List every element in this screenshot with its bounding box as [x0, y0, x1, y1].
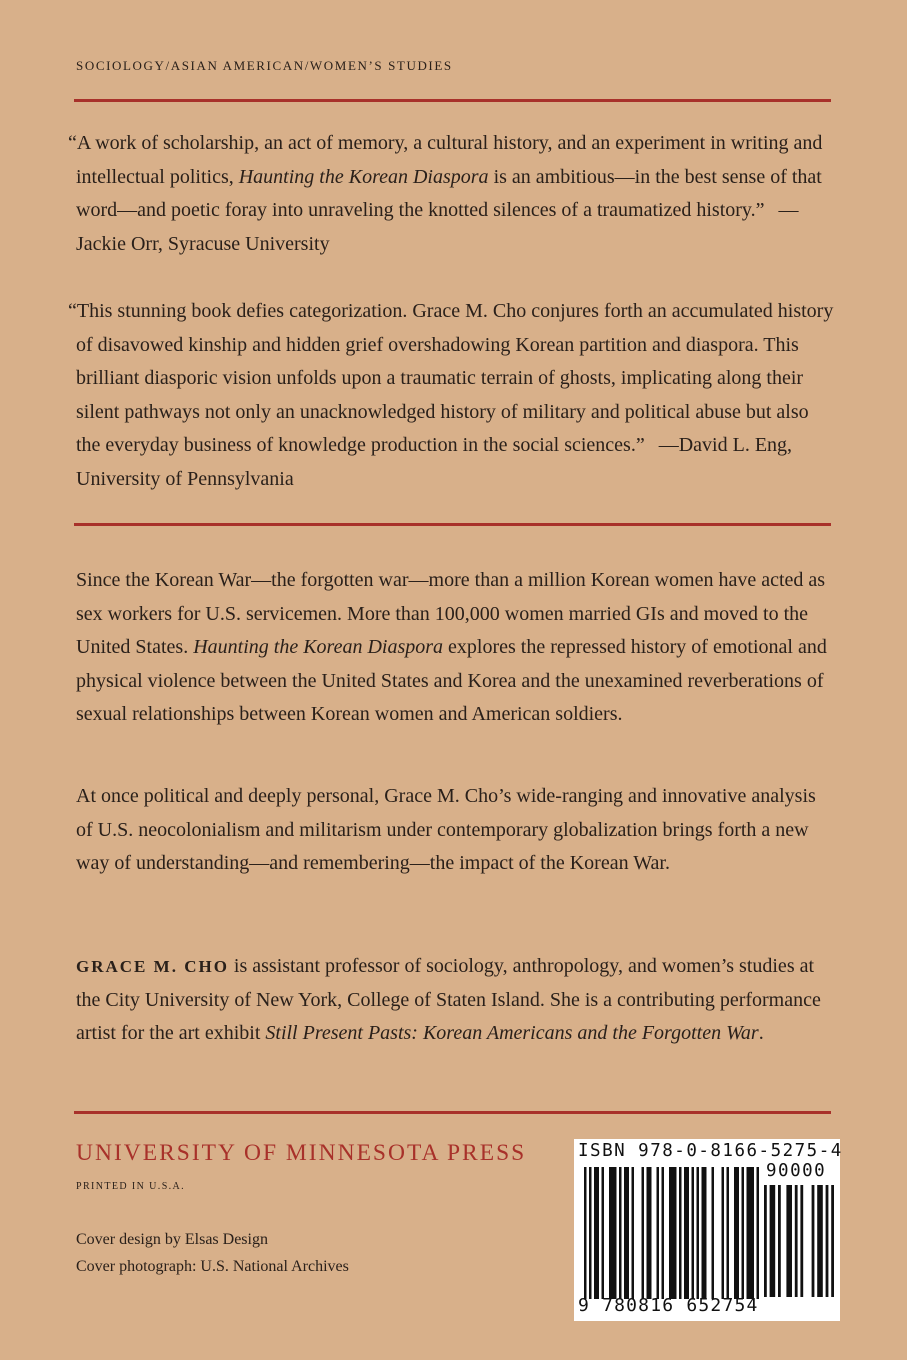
barcode-bar	[692, 1167, 695, 1299]
barcode-digits: 9 780816 652754	[578, 1295, 759, 1316]
cover-photo-credit: Cover photograph: U.S. National Archives	[76, 1258, 349, 1275]
barcode-bar	[647, 1167, 652, 1299]
barcode-bar	[722, 1167, 725, 1299]
barcode-bar	[747, 1167, 755, 1299]
barcode-bar	[624, 1167, 629, 1299]
praise-quote-2: “This stunning book defies categorization. Grace M. Cho conjures forth an accumulated history of disavowed kinship and hidden grief overshadowing Korean partition and diaspora. This brilliant diasporic vision unfolds upon a traumatic terrain of ghosts, implicating along their silent pathways not only an unacknowledged history of military and political abuse but also the everyday business of knowledge production in the social sciences.” —David L. Eng, University of Pennsylvania	[68, 300, 834, 490]
barcode-bar	[817, 1185, 823, 1297]
author-bio: GRACE M. CHO is assistant professor of sociology, anthropology, and women’s studies at the City University of New York, College of Staten Island. She is a contributing performance artist for the art exhibit Still Present Pasts: Korean Americans and the Forgotten War.	[76, 955, 821, 1044]
barcode-bar	[764, 1185, 767, 1297]
barcode-bar	[619, 1167, 622, 1299]
category-line: SOCIOLOGY/ASIAN AMERICAN/WOMEN’S STUDIES	[76, 58, 453, 73]
barcode-bar	[602, 1167, 605, 1299]
isbn-barcode	[574, 1139, 843, 1321]
barcode-bar	[742, 1167, 745, 1299]
barcode-bar	[812, 1185, 815, 1297]
barcode-bar	[800, 1185, 803, 1297]
divider-bottom	[74, 1111, 831, 1114]
barcode-bar	[584, 1167, 587, 1299]
barcode-bar	[831, 1185, 834, 1297]
barcode-bar	[712, 1167, 715, 1299]
barcode-bar	[642, 1167, 645, 1299]
barcode-bar	[757, 1167, 760, 1299]
description-paragraph-2: At once political and deeply personal, Grace M. Cho’s wide-ranging and innovative analysis of U.S. neocolonialism and militarism under contemporary globalization brings forth a new way of understanding—and remembering—the impact of the Korean War.	[76, 785, 816, 874]
author-name: GRACE M. CHO	[76, 957, 229, 976]
publisher-name: UNIVERSITY OF MINNESOTA PRESS	[76, 1140, 527, 1166]
barcode-bar	[594, 1167, 599, 1299]
barcode-bar	[702, 1167, 707, 1299]
divider-top	[74, 99, 831, 102]
barcode-bar	[770, 1185, 776, 1297]
barcode-bar	[778, 1185, 781, 1297]
barcode-bar	[679, 1167, 682, 1299]
barcode-bar	[826, 1185, 829, 1297]
barcode-bar	[684, 1167, 689, 1299]
price-code: 90000	[766, 1161, 827, 1181]
barcode-bar	[657, 1167, 660, 1299]
barcode-bar	[589, 1167, 592, 1299]
barcode-bar	[669, 1167, 677, 1299]
barcode-bar	[795, 1185, 798, 1297]
praise-quote-1: “A work of scholarship, an act of memory, a cultural history, and an experiment in writing and intellectual politics, Haunting the Korean Diaspora is an ambitious—in the best sense of that word—and poetic foray into unraveling the knotted silences of a traumatized history.” —Jackie Orr, Syracuse University	[68, 132, 823, 255]
divider-middle	[74, 523, 831, 526]
printed-in: PRINTED IN U.S.A.	[76, 1181, 186, 1192]
barcode-bar	[727, 1167, 730, 1299]
barcode-bar	[697, 1167, 700, 1299]
isbn-label: ISBN 978-0-8166-5275-4	[578, 1141, 843, 1161]
barcode-bar	[734, 1167, 739, 1299]
barcode-bar	[786, 1185, 792, 1297]
ean-bars	[584, 1167, 759, 1299]
description-paragraph-1: Since the Korean War—the forgotten war—more than a million Korean women have acted as sex workers for U.S. servicemen. More than 100,000 women married GIs and moved to the United States. Haunting the Korean Diaspora explores the repressed history of emotional and physical violence between the United States and Korea and the unexamined reverberations of sexual relationships between Korean women and American soldiers.	[76, 569, 827, 725]
cover-design-credit: Cover design by Elsas Design	[76, 1231, 268, 1248]
barcode-bar	[609, 1167, 617, 1299]
barcode-bar	[632, 1167, 635, 1299]
barcode-bar	[662, 1167, 665, 1299]
addon-bars	[764, 1185, 834, 1297]
